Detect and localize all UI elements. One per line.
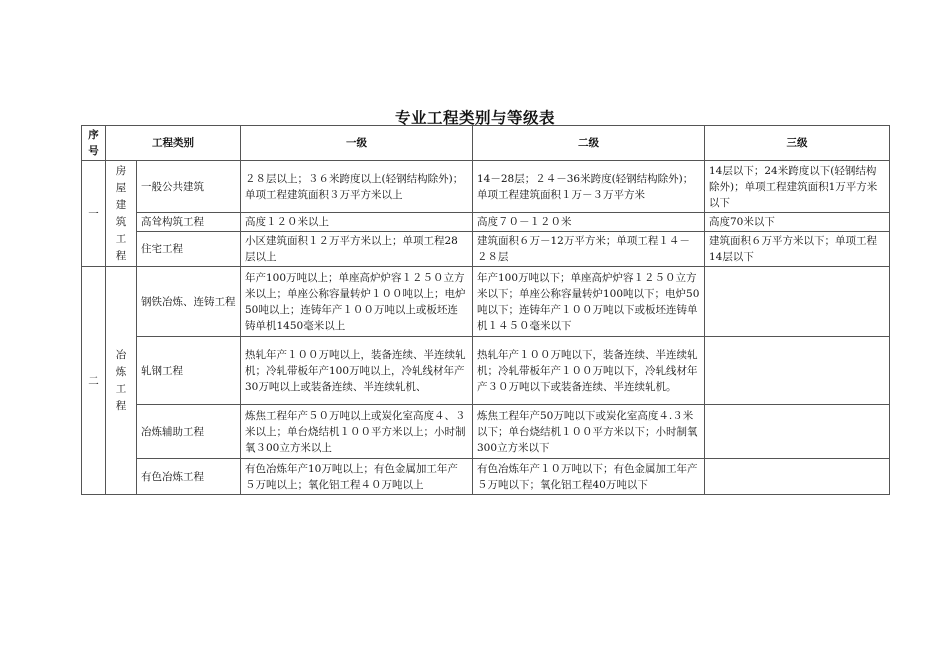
grade2-cell: 有色冶炼年产１０万吨以下；有色金属加工年产５万吨以下；氧化铝工程40万吨以下	[473, 459, 705, 495]
header-category: 工程类别	[106, 126, 241, 161]
subcategory-cell: 住宅工程	[137, 232, 241, 267]
grade1-cell: 有色冶炼年产10万吨以上；有色金属加工年产５万吨以上；氧化铝工程４０万吨以上	[241, 459, 473, 495]
group-category: 房屋建筑工程	[106, 161, 137, 267]
header-grade3: 三级	[705, 126, 890, 161]
grade1-cell: 年产100万吨以上；单座高炉炉容１２５０立方米以上；单座公称容量转炉１００吨以上；电炉50吨以上；连铸年产１００万吨以上或板坯连铸单机1450毫米以上	[241, 267, 473, 337]
grade3-cell	[705, 337, 890, 405]
subcategory-cell: 一般公共建筑	[137, 161, 241, 213]
subcategory-cell: 有色冶炼工程	[137, 459, 241, 495]
subcategory-cell: 高耸构筑工程	[137, 213, 241, 232]
grade1-cell: ２８层以上；３６米跨度以上(轻钢结构除外)；单项工程建筑面积３万平方米以上	[241, 161, 473, 213]
grade1-cell: 高度１２０米以上	[241, 213, 473, 232]
grade2-cell: 年产100万吨以下；单座高炉炉容１２５０立方米以下；单座公称容量转炉100吨以下；电炉50吨以下；连铸年产１００万吨以下或板坯连铸单机１４５０毫米以下	[473, 267, 705, 337]
grade2-cell: 14－28层；２４－36米跨度(轻钢结构除外)；单项工程建筑面积１万－３万平方米	[473, 161, 705, 213]
subcategory-cell: 轧钢工程	[137, 337, 241, 405]
page-title: 专业工程类别与等级表	[394, 109, 555, 127]
table-row	[82, 213, 890, 232]
subcategory-cell: 冶炼辅助工程	[137, 405, 241, 459]
grade2-cell: 高度７０－１２０米	[473, 213, 705, 232]
grade2-cell: 热轧年产１００万吨以下，装备连续、半连续轧机；冷轧带板年产１００万吨以下，冷轧线材年产３０万吨以下或装备连续、半连续轧机。	[473, 337, 705, 405]
header-grade1: 一级	[241, 126, 473, 161]
grade3-cell	[705, 267, 890, 337]
table-row	[82, 232, 890, 267]
header-row	[82, 126, 890, 161]
grade3-cell: 建筑面积６万平方米以下；单项工程14层以下	[705, 232, 890, 267]
grade3-cell: 高度70米以下	[705, 213, 890, 232]
grade2-cell: 建筑面积６万－12万平方米；单项工程１４－２８层	[473, 232, 705, 267]
subcategory-cell: 钢铁冶炼、连铸工程	[137, 267, 241, 337]
grade1-cell: 热轧年产１００万吨以上，装备连续、半连续轧机；冷轧带板年产100万吨以上，冷轧线材年产30万吨以上或装备连续、半连续轧机、	[241, 337, 473, 405]
table-row	[82, 405, 890, 459]
grade3-cell: 14层以下；24米跨度以下(轻钢结构除外)；单项工程建筑面积1万平方米以下	[705, 161, 890, 213]
grade2-cell: 炼焦工程年产50万吨以下或炭化室高度４.３米以下；单台烧结机１００平方米以下；小时制氧300立方米以下	[473, 405, 705, 459]
table-row	[82, 459, 890, 495]
grade1-cell: 小区建筑面积１２万平方米以上；单项工程28层以上	[241, 232, 473, 267]
grade-table	[81, 125, 890, 495]
header-seq: 序号	[82, 126, 106, 161]
group-category: 冶炼工程	[106, 267, 137, 495]
grade1-cell: 炼焦工程年产５０万吨以上或炭化室高度４、３米以上；单台烧结机１００平方米以上；小时制氧３00立方米以上	[241, 405, 473, 459]
group-seq: 二	[82, 267, 106, 495]
table-row	[82, 337, 890, 405]
grade3-cell	[705, 459, 890, 495]
table-row	[82, 161, 890, 213]
group-seq: 一	[82, 161, 106, 267]
table-row	[82, 267, 890, 337]
grade3-cell	[705, 405, 890, 459]
header-grade2: 二级	[473, 126, 705, 161]
